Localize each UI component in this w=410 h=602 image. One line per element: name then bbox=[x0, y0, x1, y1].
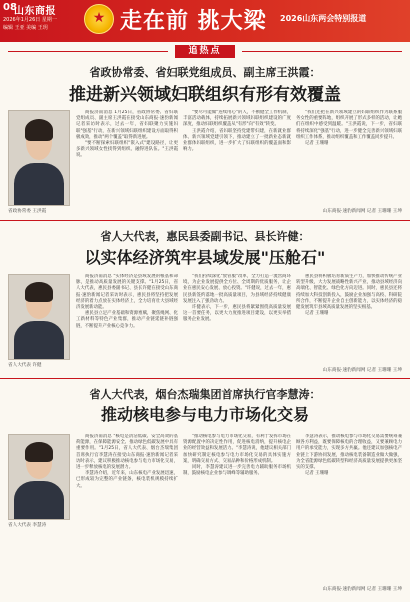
article3-col1-para: 商报济南消息 "核电是清洁低碳、安全高效的基荷能源，在保障能源安全、推动绿色低碳发展中具有重要作用。"1月25日，省人大代表、烟台杰瑞集团首席执行官李慧涛在接受山东商报·速豹新闻记者采访时表示，建议积极推动核电参与电力市场化交易，进一步释放核电的发展潜力。 bbox=[76, 434, 178, 471]
article1-column-1 bbox=[76, 110, 178, 214]
masthead-title: 走在前 挑大梁 bbox=[120, 8, 267, 34]
article1-col3-para: 记者 王珊珊 bbox=[305, 141, 329, 147]
article3-col2-para: "推动核电参与电力市场化交易，有利于发挥市场在资源配置中的决定性作用，促进核电消纳，提升核电企业的经营效益和发展活力。"李慧涛说，他建议相关部门加快研究制定核电参与电力市场化交易的具体实施方案，明确交易方式、交易品种和价格形成机制。 bbox=[183, 434, 291, 464]
article3-column-2 bbox=[183, 434, 291, 584]
article2-column-3 bbox=[296, 274, 402, 366]
article-divider bbox=[0, 378, 410, 379]
article1-headline: 推进新兴领域妇联组织有形有效覆盖 bbox=[69, 85, 341, 105]
article1-kicker: 省政协常委、省妇联党组成员、副主席王洪霞： bbox=[89, 66, 321, 79]
article1-column-3 bbox=[296, 110, 402, 208]
article2-col3-para: 惠民县将积极培育新质生产力，加快推动传统产业转型升级，大力发展战略性新兴产业，推动县域经济向高端化、智能化、绿色化方向迈进。同时，惠民县还将持续加大科技创新投入，鼓励企业加强与高校、科研院所合作，不断提升企业自主创新能力，以实体经济的稳健发展筑牢县域高质量发展的坚实根基。 bbox=[296, 274, 402, 311]
article1-column-2 bbox=[183, 110, 291, 214]
article1-col1-para: "要不断探索妇联组织"嵌入式"建设路径，让更多新兴领域女性找得到组织、融得进队伍。"王洪霞说。 bbox=[76, 141, 178, 159]
article2-credit: 山东商报·速豹新闻网 记者 王珊珊 王坤 bbox=[322, 368, 402, 373]
page-number: 08 bbox=[3, 2, 17, 13]
article3-photo bbox=[8, 434, 70, 520]
article2-photo-caption: 省人大代表 许健 bbox=[8, 363, 42, 368]
article2-col2-para: 许健表示，下一步，惠民县将紧紧围绕高质量发展这一首要任务，以更大力度推进项目建设，以更实举措服务企业发展。 bbox=[183, 305, 291, 323]
article2-photo bbox=[8, 274, 70, 360]
article3-col3-para: 李慧涛表示，推动核电参与市场化交易需要统筹兼顾各方利益，既要保障核电的合理收益，又要兼顾电力用户的承受能力，实现多方共赢。他还建议加强核电产业链上下游协同发展，推动核电装备制造业做大做强，为全省能源绿色低碳转型和经济高质量发展提供更加坚实的支撑。 bbox=[296, 434, 402, 471]
article2-col1-para: 商报济南消息 "实体经济是县域发展的根基和命脉，是推动高质量发展的关键支撑。"1月25日，省人大代表，惠民县委副书记、县长许健在接受山东商报·速豹新闻记者采访时表示，惠民县将坚持把发展经济的着力点放在实体经济上，全力培育壮大县域经济发展新动能。 bbox=[76, 274, 178, 311]
section-tag: 追热点 bbox=[175, 45, 235, 58]
article3-col3-para: 记者 王珊珊 bbox=[305, 471, 329, 477]
article-divider bbox=[0, 220, 410, 221]
article3-credit: 山东商报·速豹新闻网 记者 王珊珊 王坤 bbox=[322, 587, 402, 592]
article1-col1-para: 商报济南消息 1月25日，省政协常委、省妇联党组成员、副主席王洪霞在接受山东商报·速豹新闻记者采访时表示，过去一年，省妇联聚力实施妇联"强基"行动，在新兴领域妇联组织建设方面取得积极成效，推动"两个覆盖"取得新进展。 bbox=[76, 110, 178, 140]
date-line: 2026年1月26日 星期一 bbox=[3, 17, 57, 23]
article1-col2-para: 王洪霞介绍，省妇联坚持党建带妇建，在新就业群体、新兴领域党建引领下，推动建立了一批新业态新就业群体妇联组织，进一步扩大了妇联组织的覆盖面和影响力。 bbox=[183, 128, 291, 153]
article2-kicker: 省人大代表，惠民县委副书记、县长许健： bbox=[100, 230, 310, 243]
article1-credit: 山东商报·速豹新闻网 记者 王珊珊 王坤 bbox=[322, 209, 402, 214]
article3-col1-para: 李慧涛介绍，近年来，山东核电产业发展迅速，已形成较为完整的产业链条，核电装机规模持续扩大。 bbox=[76, 471, 178, 489]
article3-headline: 推动核电参与电力市场化交易 bbox=[100, 405, 309, 424]
article3-column-3 bbox=[296, 434, 402, 578]
article2-column-1 bbox=[76, 274, 178, 372]
article3-column-1 bbox=[76, 434, 178, 584]
section-bar bbox=[0, 44, 410, 58]
article2-col2-para: "我们持续深化"放管服"改革，全力打造一流营商环境，为企业发展提供全方位、全周期的优质服务，让企业在惠民安心发展、放心投资。"许健说，过去一年，惠民县新签约落地一批高质量项目，为县域经济持续健康发展注入了强劲动力。 bbox=[183, 274, 291, 304]
article2-col3-para: 记者 王珊珊 bbox=[305, 311, 329, 317]
article1-photo-caption: 省政协常委 王洪霞 bbox=[8, 209, 47, 214]
article3-kicker: 省人大代表，烟台杰瑞集团首席执行官李慧涛： bbox=[89, 388, 321, 401]
article1-col3-para: "我们还把在新兴领域建立的妇联组织作为联系服务女性的重要阵地，组织开展了形式多样的活动，让她们在组织中感受到温暖。"王洪霞说，下一步，省妇联将持续深化"强基"行动，进一步健全完善新兴领域妇联组织工作体系，推动组织覆盖和工作覆盖同步提升。 bbox=[296, 110, 402, 140]
article2-column-2 bbox=[183, 274, 291, 372]
masthead bbox=[0, 0, 410, 42]
article3-photo-caption: 省人大代表 李慧涛 bbox=[8, 523, 47, 528]
emblem-icon bbox=[84, 4, 114, 34]
section-rule-left bbox=[8, 51, 168, 52]
section-rule-right bbox=[242, 51, 402, 52]
masthead-subtitle: 2026山东两会特别报道 bbox=[280, 14, 367, 23]
article3-col2-para: 同时，李慧涛建议进一步完善电力辅助服务市场机制，鼓励核电企业参与调峰等辅助服务。 bbox=[183, 465, 291, 477]
article1-col2-para: "要尽可能做"连续用心"的人，不断健全工作机制，丰富活动载体，持续拓展新兴领域妇联组织建设的广度深度，推动妇联组织覆盖从"有形"向"有效"转变。 bbox=[183, 110, 291, 128]
editor-line: 编辑 王亚 美编 王玥 bbox=[3, 25, 48, 31]
article2-col1-para: 惠民县立足产业基础和资源禀赋，聚焦绳网、化工新材料等特色产业集群，推动产业链延链补链强链，不断提升产业核心竞争力。 bbox=[76, 311, 178, 329]
paper-name: 山东商报 bbox=[14, 6, 56, 17]
article2-headline: 以实体经济筑牢县域发展"压舱石" bbox=[84, 248, 326, 267]
article1-photo bbox=[8, 110, 70, 206]
